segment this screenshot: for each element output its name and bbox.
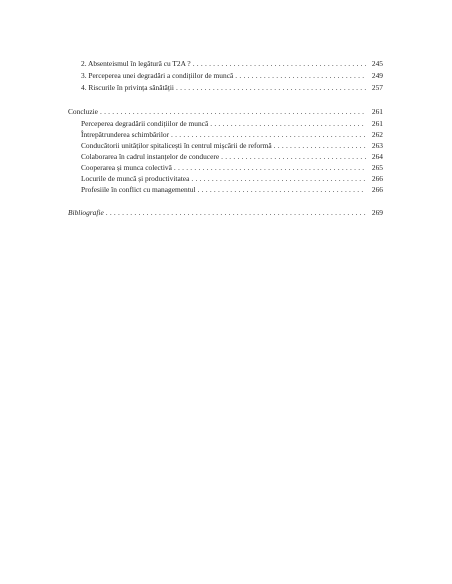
toc-dot-leader <box>274 140 366 151</box>
toc-dot-leader <box>100 106 366 117</box>
toc-subentry-label: Întrepătrunderea schimbărilor <box>81 129 170 139</box>
toc-dot-leader <box>174 162 366 173</box>
toc-dot-leader <box>193 58 366 69</box>
toc-section-label: Concluzie <box>68 107 98 116</box>
toc-section-page: 261 <box>371 107 383 116</box>
toc-subentry <box>81 151 383 162</box>
toc-dot-leader <box>171 129 366 140</box>
toc-subentry <box>81 118 383 129</box>
toc-subentry <box>81 162 383 173</box>
toc-subentry-page: 266 <box>371 184 383 194</box>
toc-section-page: 269 <box>371 208 383 217</box>
toc-subentry <box>81 184 383 195</box>
toc-dot-leader <box>235 70 366 81</box>
toc-entry-label: 3. Perceperea unei degradări a condițiilor de muncă <box>81 71 234 80</box>
toc-subentry-label: Perceperea degradării condițiilor de muncă <box>81 118 209 128</box>
toc-subentry-page: 265 <box>371 162 383 172</box>
toc-entry <box>81 70 383 81</box>
toc-subentry <box>81 140 383 151</box>
toc-subentry-label: Conducătorii unităților spitalicești în centrul mișcării de reformă <box>81 140 272 150</box>
toc-entry-page: 249 <box>371 71 383 80</box>
toc-entry-page: 245 <box>371 59 383 68</box>
toc-subentry-label: Colaborarea în cadrul instanțelor de conducere <box>81 151 220 161</box>
toc-dot-leader <box>221 151 366 162</box>
toc-dot-leader <box>210 118 366 129</box>
toc-section-label: Bibliografie <box>68 208 104 217</box>
toc-subentry-page: 264 <box>371 151 383 161</box>
toc-subentry-page: 266 <box>371 173 383 183</box>
toc-section-bibliography <box>68 207 383 218</box>
toc-subentry-page: 261 <box>371 118 383 128</box>
toc-subentry-page: 262 <box>371 129 383 139</box>
toc-entry-page: 257 <box>371 83 383 92</box>
toc-entry-label: 4. Riscurile în privința sănătății <box>81 83 174 92</box>
toc-subentry-label: Locurile de muncă și productivitatea <box>81 173 190 183</box>
toc-dot-leader <box>106 207 366 218</box>
toc-subentry <box>81 173 383 184</box>
toc-subentry-page: 263 <box>371 140 383 150</box>
toc-section-conclusion <box>68 106 383 117</box>
toc-entry-label: 2. Absenteismul în legătură cu T2A ? <box>81 59 191 68</box>
toc-subentry <box>81 129 383 140</box>
toc-subentry-label: Cooperarea și munca colectivă <box>81 162 172 172</box>
toc-entry <box>81 58 383 69</box>
toc-subentry-label: Profesiile în conflict cu managementul <box>81 184 196 194</box>
toc-dot-leader <box>191 173 366 184</box>
toc-entry <box>81 82 383 93</box>
toc-dot-leader <box>176 82 366 93</box>
toc-dot-leader <box>198 184 366 195</box>
